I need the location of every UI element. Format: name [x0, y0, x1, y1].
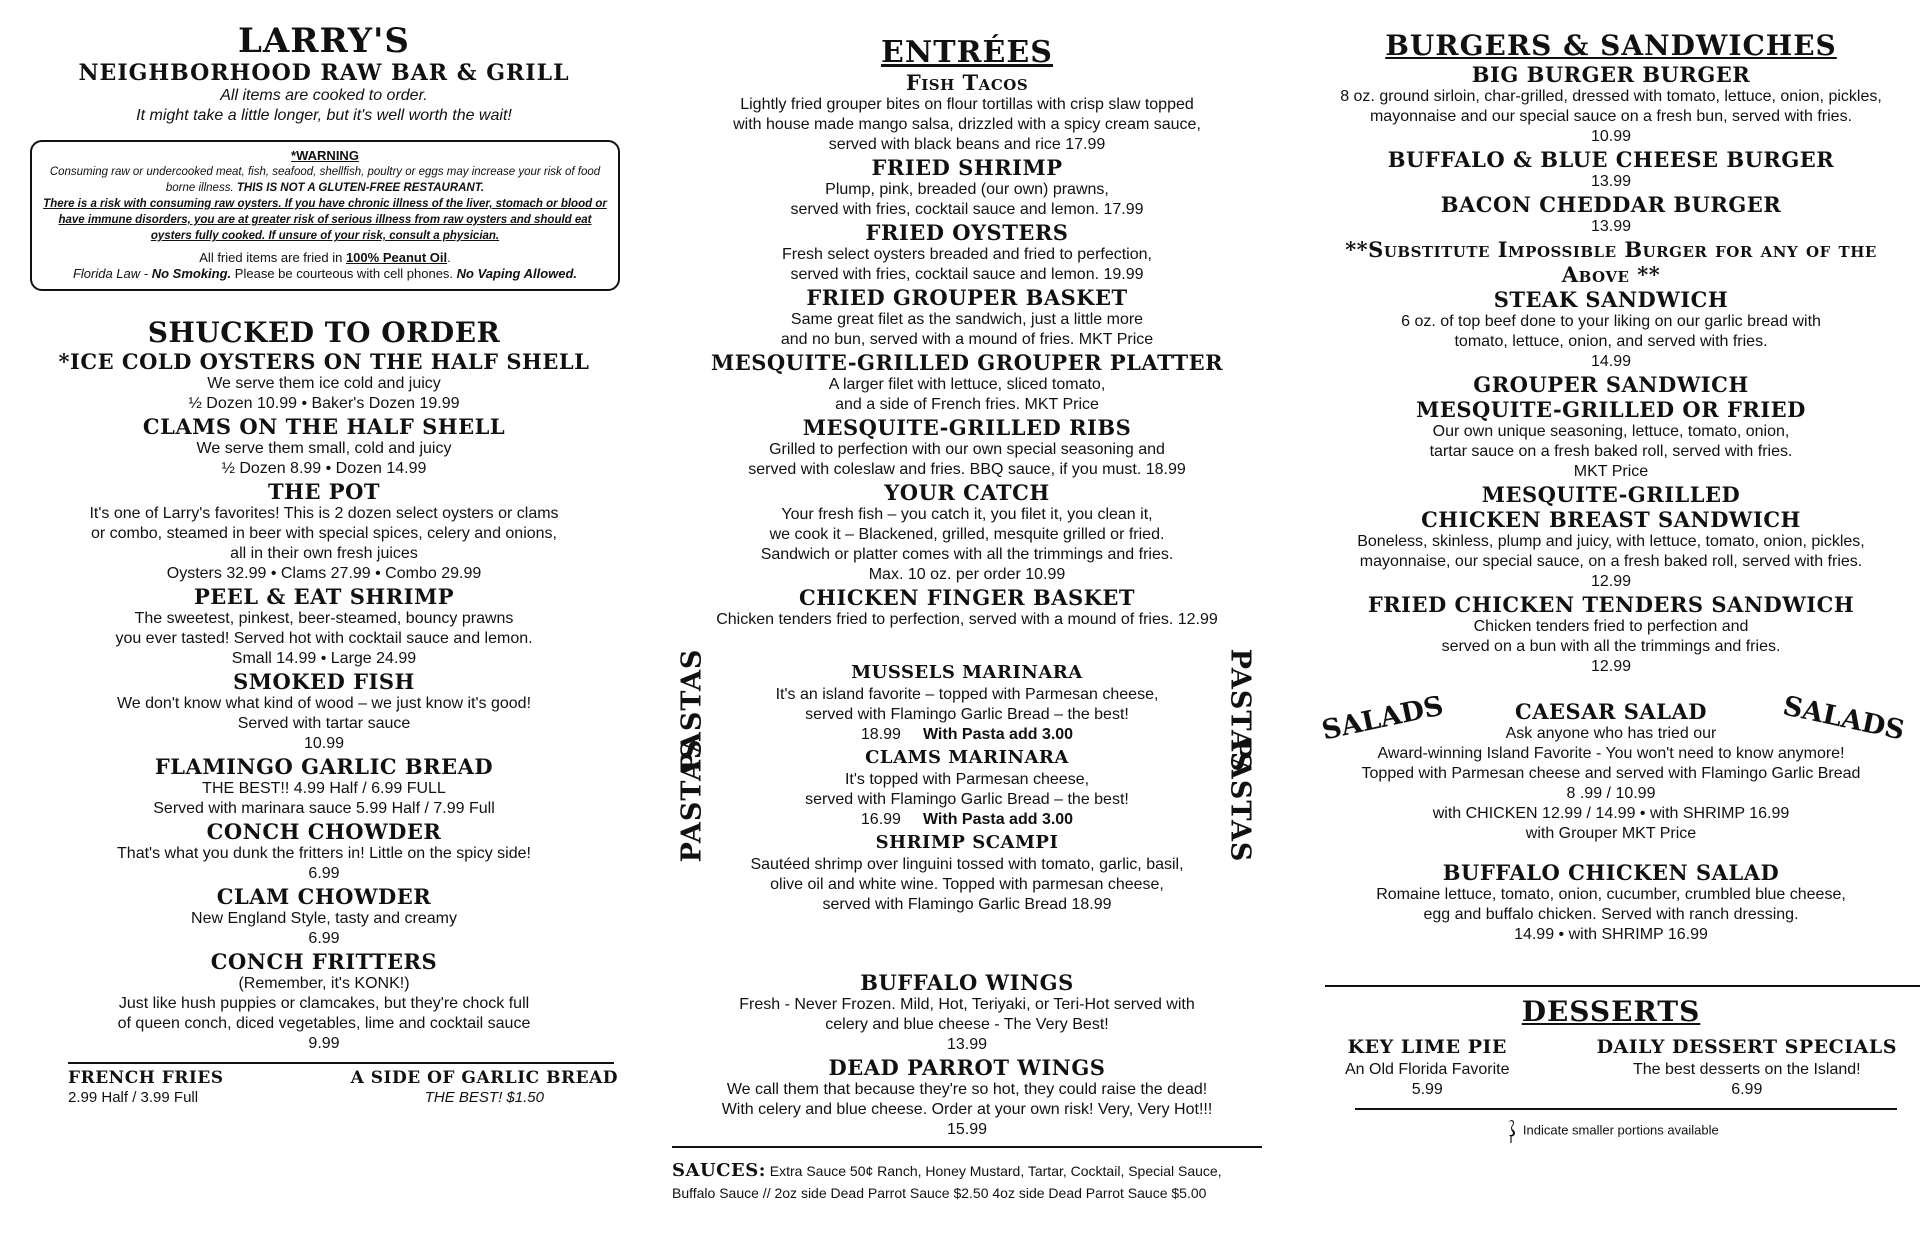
- menu-item-line: We serve them ice cold and juicy: [207, 375, 441, 392]
- pasta-items: [672, 660, 1262, 915]
- menu-item-line: ½ Dozen 8.99 • Dozen 14.99: [221, 460, 427, 477]
- sides-row: [28, 1068, 620, 1108]
- menu-item-line: Chicken tenders fried to perfection and: [1473, 618, 1749, 635]
- pastas-section: [672, 648, 1262, 915]
- menu-item-line: Grilled to perfection with our own special seasoning and: [769, 441, 1165, 458]
- menu-item-line: served with fries, cocktail sauce and lemon. 19.99: [790, 266, 1144, 283]
- salads-word-right: SALADS: [1779, 690, 1907, 747]
- dessert-daily-specials: DAILY DESSERT SPECIALS The best desserts on the Island! 6.99: [1596, 1036, 1897, 1098]
- menu-item-line: MKT Price: [1573, 463, 1649, 480]
- menu-item-line: egg and buffalo chicken. Served with ranch dressing.: [1423, 906, 1799, 923]
- menu-item-line: 8 oz. ground sirloin, char-grilled, dressed with tomato, lettuce, onion, pickles,: [1340, 88, 1882, 105]
- menu-item-name: CAESAR SALAD: [1515, 699, 1707, 724]
- menu-item-line: tomato, lettuce, onion, and served with fries.: [1454, 333, 1768, 350]
- menu-item-line: Topped with Parmesan cheese and served with Flamingo Garlic Bread: [1361, 765, 1861, 782]
- restaurant-title: LARRY'S: [238, 21, 410, 61]
- menu-item-line: with CHICKEN 12.99 / 14.99 • with SHRIMP 16.99: [1432, 805, 1790, 822]
- menu-item-line: 12.99: [1590, 573, 1632, 590]
- side-fries: FRENCH FRIES 2.99 Half / 3.99 Full: [68, 1068, 224, 1106]
- shucked-heading: SHUCKED TO ORDER: [147, 316, 501, 349]
- menu-item-line: (Remember, it's KONK!): [238, 975, 410, 992]
- desserts-heading: DESSERTS: [1521, 995, 1701, 1028]
- menu-item-line: Small 14.99 • Large 24.99: [231, 650, 417, 667]
- menu-item-line: Just like hush puppies or clamcakes, but they're chock full: [118, 995, 530, 1012]
- warning-box: [30, 140, 620, 291]
- warning-title: *WARNING: [291, 148, 359, 163]
- menu-item-name: DEAD PARROT WINGS: [828, 1055, 1106, 1080]
- menu-item-line: It's topped with Parmesan cheese,: [844, 771, 1090, 788]
- menu-item-line: or combo, steamed in beer with special spices, celery and onions,: [90, 525, 557, 542]
- menu-item-name: FRIED OYSTERS: [865, 220, 1069, 245]
- menu-item-line: Ask anyone who has tried our: [1505, 725, 1717, 742]
- menu-item-line: served with fries, cocktail sauce and lemon. 17.99: [790, 201, 1144, 218]
- menu-item-line: served with Flamingo Garlic Bread 18.99: [822, 896, 1112, 913]
- menu-item-name: YOUR CATCH: [884, 480, 1050, 505]
- menu-item-name: CHICKEN BREAST SANDWICH: [1421, 507, 1801, 532]
- sauces-label: SAUCES:: [672, 1160, 766, 1181]
- entrees-heading: ENTRÉES: [881, 35, 1053, 70]
- burgers-heading: BURGERS & SANDWICHES: [1385, 29, 1837, 62]
- menu-item-name: Fish Tacos: [905, 70, 1029, 95]
- sauces-note: SAUCES: Extra Sauce 50¢ Ranch, Honey Mustard, Tartar, Cocktail, Special Sauce, Buffalo Sauce // 2oz side Dead Parrot Sauce $2.50 4oz side Dead Parrot Sauce $5.00: [672, 1160, 1222, 1201]
- menu-item-name: MESQUITE-GRILLED OR FRIED: [1416, 397, 1806, 422]
- menu-item-price: 16.99 With Pasta add 3.00: [860, 811, 1074, 828]
- menu-item-line: Sautéed shrimp over linguini tossed with tomato, garlic, basil,: [750, 856, 1184, 873]
- menu-item-line: served with Flamingo Garlic Bread – the best!: [805, 791, 1129, 808]
- column-left: [28, 22, 620, 1108]
- menu-item-line: A larger filet with lettuce, sliced tomato,: [828, 376, 1106, 393]
- menu-item-name: CHICKEN FINGER BASKET: [798, 585, 1136, 610]
- menu-item-line: We don't know what kind of wood – we just know it's good!: [116, 695, 532, 712]
- menu-item-name: THE POT: [268, 479, 380, 504]
- salads-word-left: SALADS: [1319, 690, 1447, 747]
- menu-item-line: 6.99: [308, 930, 340, 947]
- menu-item-line: Fresh - Never Frozen. Mild, Hot, Teriyaki, or Teri-Hot served with: [739, 996, 1195, 1013]
- peanut-oil-note: All fried items are fried in 100% Peanut Oil.: [199, 250, 451, 265]
- menu-item-line: served with coleslaw and fries. BBQ sauce, if you must. 18.99: [748, 461, 1186, 478]
- column-middle: [672, 22, 1262, 630]
- menu-item-line: 13.99: [1590, 173, 1632, 190]
- menu-item-name: *ICE COLD OYSTERS ON THE HALF SHELL: [58, 349, 590, 374]
- menu-item-line: with house made mango salsa, drizzled with a spicy cream sauce,: [733, 116, 1201, 133]
- dessert-row: [1315, 1035, 1907, 1100]
- menu-item-name: BUFFALO WINGS: [860, 970, 1074, 995]
- pastas-label-left-top: PASTAS: [676, 648, 708, 773]
- menu-item-line: served with black beans and rice 17.99: [828, 136, 1106, 153]
- tagline-1: All items are cooked to order.: [220, 87, 428, 104]
- divider: [1355, 1108, 1897, 1110]
- menu-item-name: FRIED CHICKEN TENDERS SANDWICH: [1367, 592, 1855, 617]
- menu-item-line: Served with marinara sauce 5.99 Half / 7.99 Full: [153, 800, 495, 817]
- salads-section: [1315, 690, 1907, 945]
- menu-item-name: STEAK SANDWICH: [1493, 287, 1729, 312]
- menu-item-name: CLAMS MARINARA: [865, 747, 1069, 768]
- menu-item-line: Same great filet as the sandwich, just a little more: [790, 311, 1144, 328]
- menu-item-line: Chicken tenders fried to perfection, served with a mound of fries. 12.99: [716, 611, 1218, 628]
- menu-item-line: It's an island favorite – topped with Parmesan cheese,: [775, 686, 1159, 703]
- menu-item-name: BUFFALO & BLUE CHEESE BURGER: [1387, 147, 1835, 172]
- menu-item-line: Romaine lettuce, tomato, onion, cucumber, crumbled blue cheese,: [1376, 886, 1846, 903]
- pastas-label-right-bottom: PASTAS: [1224, 738, 1256, 863]
- menu-item-line: 14.99 • with SHRIMP 16.99: [1514, 926, 1708, 943]
- menu-item-line: We serve them small, cold and juicy: [196, 440, 452, 457]
- law-note: Florida Law - No Smoking. Please be courteous with cell phones. No Vaping Allowed.: [72, 266, 578, 281]
- menu-item-name: MESQUITE-GRILLED GROUPER PLATTER: [710, 350, 1224, 375]
- burger-items: [1315, 62, 1907, 677]
- menu-item-line: 8 .99 / 10.99: [1566, 785, 1656, 802]
- menu-item-line: Served with tartar sauce: [237, 715, 411, 732]
- menu-item-name: BIG BURGER BURGER: [1471, 62, 1751, 87]
- menu-item-line: mayonnaise and our special sauce on a fresh bun, served with fries.: [1369, 108, 1853, 125]
- menu-item-name: CONCH FRITTERS: [210, 949, 438, 974]
- menu-item-name: MESQUITE-GRILLED RIBS: [802, 415, 1132, 440]
- menu-item-line: Max. 10 oz. per order 10.99: [868, 566, 1066, 583]
- menu-item-line: mayonnaise, our special sauce, on a fresh baked roll, served with fries.: [1359, 553, 1863, 570]
- menu-item-line: New England Style, tasty and creamy: [191, 910, 457, 927]
- entree-items: [672, 70, 1262, 630]
- menu-item-line: It's one of Larry's favorites! This is 2 dozen select oysters or clams: [89, 505, 559, 522]
- flamingo-icon: [1503, 1118, 1519, 1144]
- menu-item-name: SMOKED FISH: [233, 669, 415, 694]
- menu-item-line: all in their own fresh juices: [230, 545, 418, 562]
- menu-item-line: Award-winning Island Favorite - You won't need to know anymore!: [1377, 745, 1845, 762]
- menu-item-name: MESQUITE-GRILLED: [1481, 482, 1741, 507]
- menu-item-line: served with Flamingo Garlic Bread – the best!: [805, 706, 1129, 723]
- restaurant-subtitle: NEIGHBORHOOD RAW BAR & GRILL: [78, 60, 570, 86]
- menu-item-name: CLAMS ON THE HALF SHELL: [142, 414, 506, 439]
- menu-item-name: CLAM CHOWDER: [216, 884, 432, 909]
- menu-item-line: and no bun, served with a mound of fries. MKT Price: [780, 331, 1154, 348]
- menu-item-name: CONCH CHOWDER: [206, 819, 442, 844]
- menu-item-name: FRIED GROUPER BASKET: [806, 285, 1128, 310]
- menu-item-name: BACON CHEDDAR BURGER: [1440, 192, 1782, 217]
- menu-item-line: tartar sauce on a fresh baked roll, served with fries.: [1429, 443, 1793, 460]
- divider: [672, 1146, 1262, 1148]
- menu-item-line: Boneless, skinless, plump and juicy, with lettuce, tomato, onion, pickles,: [1357, 533, 1865, 550]
- menu-item-name: GROUPER SANDWICH: [1473, 372, 1749, 397]
- menu-item-line: olive oil and white wine. Topped with parmesan cheese,: [770, 876, 1164, 893]
- pastas-label-right-top: PASTAS: [1224, 648, 1256, 773]
- smaller-portions-note: Indicate smaller portions available: [1315, 1118, 1907, 1144]
- menu-item-name: PEEL & EAT SHRIMP: [193, 584, 455, 609]
- warning-text-1: Consuming raw or undercooked meat, fish, seafood, shellfish, poultry or eggs may increase your risk of food borne illness. THIS IS NOT A GLUTEN-FREE RESTAURANT.: [49, 166, 601, 194]
- menu-item-line: 14.99: [1590, 353, 1632, 370]
- menu-item-line: we cook it – Blackened, grilled, mesquite grilled or fried.: [769, 526, 1165, 543]
- menu-item-line: 9.99: [308, 1035, 340, 1052]
- menu-item-line: 15.99: [946, 1121, 988, 1138]
- menu-item-line: ½ Dozen 10.99 • Baker's Dozen 19.99: [188, 395, 460, 412]
- pastas-label-left-bottom: PASTAS: [676, 738, 708, 863]
- menu-item-name: BUFFALO CHICKEN SALAD: [1442, 860, 1780, 885]
- menu-item-line: We call them that because they're so hot, they could raise the dead!: [726, 1081, 1208, 1098]
- menu-item-line: with Grouper MKT Price: [1525, 825, 1697, 842]
- dessert-key-lime: KEY LIME PIE An Old Florida Favorite 5.99: [1345, 1036, 1510, 1098]
- menu-item-line: 13.99: [946, 1036, 988, 1053]
- menu-item-line: 6 oz. of top beef done to your liking on our garlic bread with: [1401, 313, 1821, 330]
- menu-item-line: Fresh select oysters breaded and fried to perfection,: [782, 246, 1152, 263]
- menu-item-price: 18.99 With Pasta add 3.00: [860, 726, 1074, 743]
- divider: [68, 1062, 614, 1064]
- divider: [1325, 985, 1920, 987]
- menu-item-line: With celery and blue cheese. Order at your own risk! Very, Very Hot!!!: [721, 1101, 1213, 1118]
- menu-item-line: Your fresh fish – you catch it, you filet it, you clean it,: [781, 506, 1153, 523]
- menu-item-line: of queen conch, diced vegetables, lime and cocktail sauce: [117, 1015, 531, 1032]
- menu-item-line: 6.99: [308, 865, 340, 882]
- menu-item-line: Our own unique seasoning, lettuce, tomato, onion,: [1432, 423, 1790, 440]
- menu-item-line: Lightly fried grouper bites on flour tortillas with crisp slaw topped: [740, 96, 1194, 113]
- shucked-items: [28, 349, 620, 1054]
- menu-item-name: FRIED SHRIMP: [871, 155, 1063, 180]
- column-right: [1315, 22, 1907, 1144]
- menu-item-line: The sweetest, pinkest, beer-steamed, bouncy prawns: [134, 610, 514, 627]
- menu-item-line: Plump, pink, breaded (our own) prawns,: [825, 181, 1109, 198]
- menu-item-line: 13.99: [1590, 218, 1632, 235]
- menu-item-name: **Substitute Impossible Burger for any of the Above **: [1345, 237, 1877, 287]
- menu-item-line: Oysters 32.99 • Clams 27.99 • Combo 29.99: [166, 565, 482, 582]
- menu-item-name: MUSSELS MARINARA: [851, 662, 1083, 683]
- warning-text-2: There is a risk with consuming raw oysters. If you have chronic illness of the liver, stomach or blood or have immune disorders, you are at greater risk of serious illness from raw oysters and should eat oysters fully cooked. If unsure of your risk, consult a physician.: [43, 198, 607, 242]
- menu-item-line: Sandwich or platter comes with all the trimmings and fries.: [760, 546, 1174, 563]
- menu-item-line: That's what you dunk the fritters in! Little on the spicy side!: [117, 845, 531, 862]
- menu-item-line: 10.99: [303, 735, 345, 752]
- menu-item-name: FLAMINGO GARLIC BREAD: [154, 754, 494, 779]
- menu-item-name: SHRIMP SCAMPI: [875, 832, 1059, 853]
- side-garlic: A SIDE OF GARLIC BREAD THE BEST! $1.50: [350, 1068, 618, 1106]
- menu-item-line: you ever tasted! Served hot with cocktail sauce and lemon.: [115, 630, 533, 647]
- menu-item-line: THE BEST!! 4.99 Half / 6.99 FULL: [202, 780, 446, 797]
- salad-items: [1315, 699, 1907, 945]
- menu-item-line: served on a bun with all the trimmings and fries.: [1441, 638, 1781, 655]
- wings-section: [672, 970, 1262, 1148]
- tagline-2: It might take a little longer, but it's well worth the wait!: [136, 107, 512, 124]
- menu-item-line: and a side of French fries. MKT Price: [835, 396, 1099, 413]
- menu-item-line: celery and blue cheese - The Very Best!: [825, 1016, 1109, 1033]
- menu-item-line: 12.99: [1590, 658, 1632, 675]
- menu-item-line: 10.99: [1590, 128, 1632, 145]
